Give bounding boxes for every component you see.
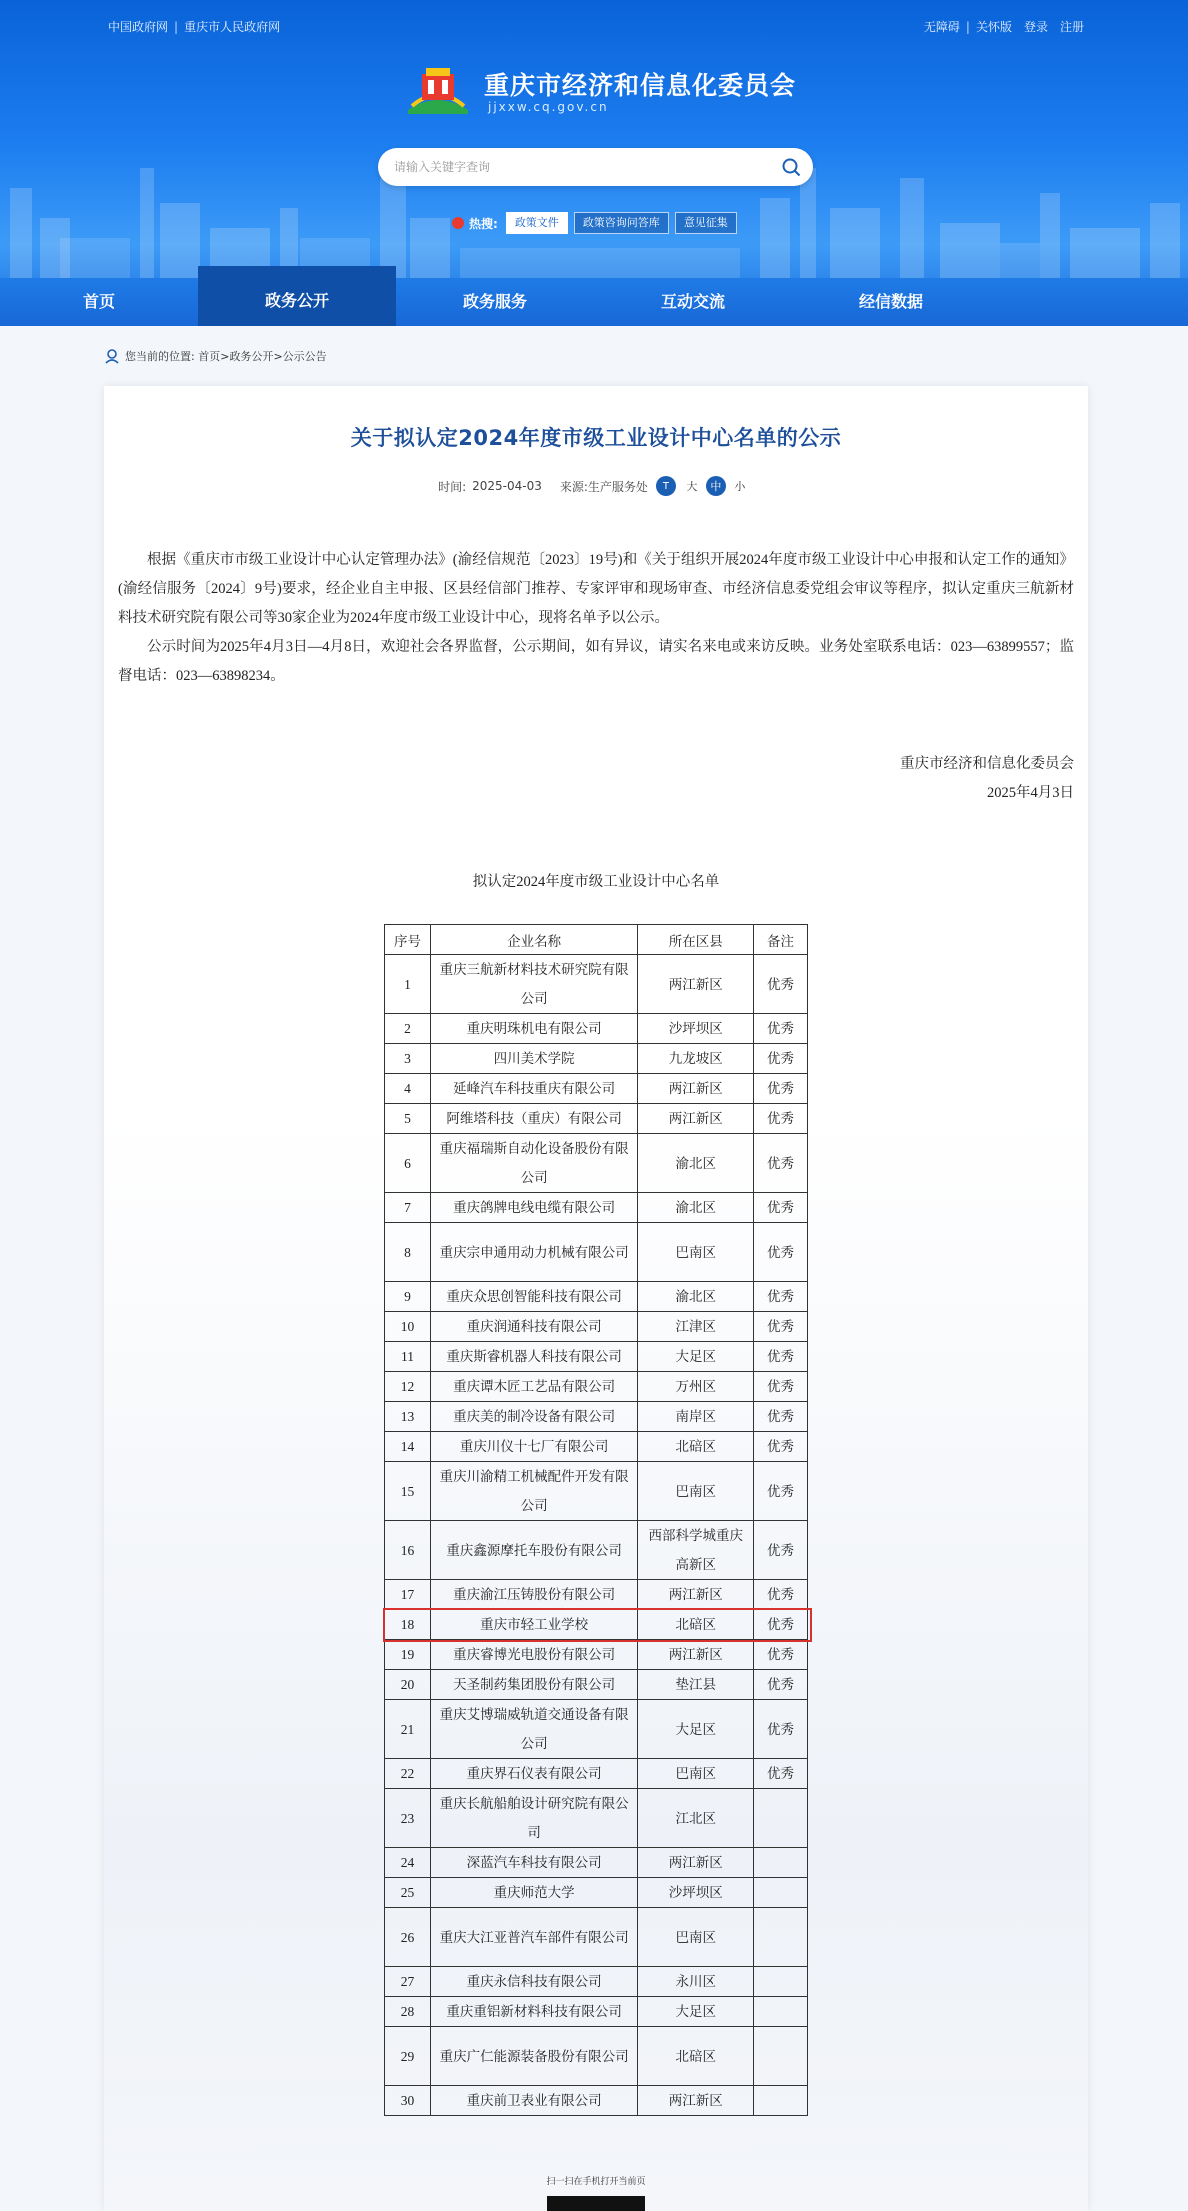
cell-remark: 优秀 — [754, 1640, 808, 1670]
table-row — [385, 2027, 808, 2086]
article-body — [118, 546, 1074, 691]
table-row — [385, 1759, 808, 1789]
cell-district: 巴南区 — [638, 1462, 754, 1521]
header-index: 序号 — [385, 925, 431, 955]
gov-cn-link[interactable]: 中国政府网 — [108, 20, 169, 34]
site-title: 重庆市经济和信息化委员会 — [484, 71, 797, 100]
cell-company: 重庆谭木匠工艺品有限公司 — [430, 1372, 637, 1402]
search-input[interactable] — [394, 157, 754, 177]
hot-search-row — [452, 211, 743, 235]
cell-company: 重庆长航船舶设计研究院有限公司 — [430, 1789, 637, 1848]
cell-district: 两江新区 — [638, 1848, 754, 1878]
cell-remark — [754, 1878, 808, 1908]
publish-date: 2025-04-03 — [472, 479, 542, 493]
signer: 重庆市经济和信息化委员会 — [900, 756, 1074, 772]
table-row — [385, 1402, 808, 1432]
nav-interaction[interactable]: 互动交流 — [660, 292, 725, 311]
cell-district: 渝北区 — [638, 1134, 754, 1193]
cell-index: 28 — [385, 1997, 431, 2027]
site-header — [0, 0, 1188, 326]
cell-index: 27 — [385, 1967, 431, 1997]
cell-company: 重庆市轻工业学校 — [430, 1610, 637, 1640]
table-row — [385, 1044, 808, 1074]
table-row — [385, 1580, 808, 1610]
cell-remark: 优秀 — [754, 1312, 808, 1342]
cell-index: 19 — [385, 1640, 431, 1670]
article-card — [104, 386, 1088, 2211]
cell-company: 重庆渝江压铸股份有限公司 — [430, 1580, 637, 1610]
signature-block — [900, 750, 1074, 808]
cell-company: 重庆大江亚普汽车部件有限公司 — [430, 1908, 637, 1967]
cell-company: 四川美术学院 — [430, 1044, 637, 1074]
cell-index: 3 — [385, 1044, 431, 1074]
cell-index: 22 — [385, 1759, 431, 1789]
cell-remark: 优秀 — [754, 1074, 808, 1104]
cell-index: 24 — [385, 1848, 431, 1878]
cell-district: 两江新区 — [638, 1074, 754, 1104]
register-link[interactable]: 注册 — [1059, 20, 1084, 34]
elder-mode-link[interactable]: 关怀版 — [975, 20, 1012, 34]
cell-index: 23 — [385, 1789, 431, 1848]
cell-remark: 优秀 — [754, 1432, 808, 1462]
table-body — [385, 955, 808, 2116]
cell-district: 沙坪坝区 — [638, 1878, 754, 1908]
hot-tag-policy-files[interactable]: 政策文件 — [506, 212, 568, 234]
cell-remark: 优秀 — [754, 1580, 808, 1610]
table-row — [385, 1134, 808, 1193]
cell-remark — [754, 1997, 808, 2027]
breadcrumb: 您当前的位置: 首页 > 政务公开 > 公示公告 — [104, 346, 327, 366]
cell-remark — [754, 2086, 808, 2116]
article-title: 关于拟认定2024年度市级工业设计中心名单的公示 — [350, 426, 842, 450]
cell-index: 15 — [385, 1462, 431, 1521]
cell-index: 7 — [385, 1193, 431, 1223]
cell-company: 重庆明珠机电有限公司 — [430, 1014, 637, 1044]
cell-district: 南岸区 — [638, 1402, 754, 1432]
cell-company: 重庆艾博瑞威轨道交通设备有限公司 — [430, 1700, 637, 1759]
cell-district: 垫江县 — [638, 1670, 754, 1700]
article-meta — [104, 476, 1088, 496]
cell-index: 26 — [385, 1908, 431, 1967]
cell-remark: 优秀 — [754, 1342, 808, 1372]
qr-code-image — [547, 2196, 645, 2211]
cell-company: 重庆师范大学 — [430, 1878, 637, 1908]
cell-district: 永川区 — [638, 1967, 754, 1997]
source-label: 来源: — [559, 479, 588, 494]
cell-index: 5 — [385, 1104, 431, 1134]
cq-gov-link[interactable]: 重庆市人民政府网 — [184, 20, 281, 34]
table-row — [385, 1700, 808, 1759]
table-row — [385, 1282, 808, 1312]
table-row — [385, 1967, 808, 1997]
cell-index: 13 — [385, 1402, 431, 1432]
top-links-left: 中国政府网 | 重庆市人民政府网 — [108, 20, 281, 34]
cell-remark: 优秀 — [754, 1104, 808, 1134]
cell-district: 两江新区 — [638, 2086, 754, 2116]
font-small-button[interactable]: 小 — [734, 480, 746, 493]
cell-company: 重庆斯睿机器人科技有限公司 — [430, 1342, 637, 1372]
location-icon — [104, 348, 120, 364]
cell-district: 巴南区 — [638, 1908, 754, 1967]
accessibility-link[interactable]: 无障碍 — [923, 20, 960, 34]
cell-company: 重庆睿博光电股份有限公司 — [430, 1640, 637, 1670]
font-medium-button[interactable]: 中 — [706, 476, 726, 496]
cell-remark: 优秀 — [754, 1193, 808, 1223]
cell-remark: 优秀 — [754, 1610, 808, 1640]
breadcrumb-home[interactable]: 首页 — [198, 350, 221, 363]
nav-gov-services[interactable]: 政务服务 — [462, 292, 527, 311]
table-row — [385, 1074, 808, 1104]
cell-company: 重庆前卫表业有限公司 — [430, 2086, 637, 2116]
font-size-icon: T — [656, 476, 676, 496]
cell-remark: 优秀 — [754, 1670, 808, 1700]
cell-company: 阿维塔科技（重庆）有限公司 — [430, 1104, 637, 1134]
cell-index: 14 — [385, 1432, 431, 1462]
cell-district: 西部科学城重庆高新区 — [638, 1521, 754, 1580]
cell-company: 重庆永信科技有限公司 — [430, 1967, 637, 1997]
body-paragraph: 根据《重庆市市级工业设计中心认定管理办法》(渝经信规范〔2023〕19号)和《关于组织开展2024年度市级工业设计中心申报和认定工作的通知》(渝经信服务〔2024〕9号)要求，经企业自主申报、区县经信部门推荐、专家评审和现场审查、市经济信息委党组会审议等程序，拟认定重庆三航新材料技术研究院有限公司等30家企业为2024年度市级工业设计中心，现将名单予以公示。 — [118, 552, 1074, 626]
table-row — [385, 1997, 808, 2027]
cell-index: 11 — [385, 1342, 431, 1372]
cell-remark: 优秀 — [754, 1759, 808, 1789]
cell-company: 重庆广仁能源装备股份有限公司 — [430, 2027, 637, 2086]
cell-index: 4 — [385, 1074, 431, 1104]
header-company: 企业名称 — [430, 925, 637, 955]
table-row — [385, 1432, 808, 1462]
cell-district: 两江新区 — [638, 955, 754, 1014]
emblem-logo-icon — [404, 60, 472, 116]
cell-index: 9 — [385, 1282, 431, 1312]
table-header-row — [385, 925, 808, 955]
table-row — [385, 1521, 808, 1580]
cell-remark: 优秀 — [754, 1044, 808, 1074]
table-row — [385, 1014, 808, 1044]
cell-district: 北碚区 — [638, 1432, 754, 1462]
cell-district: 两江新区 — [638, 1580, 754, 1610]
cell-remark — [754, 1789, 808, 1848]
header-district: 所在区县 — [638, 925, 754, 955]
cell-district: 江北区 — [638, 1789, 754, 1848]
sign-date: 2025年4月3日 — [987, 785, 1074, 801]
table-row — [385, 1104, 808, 1134]
cell-index: 20 — [385, 1670, 431, 1700]
hot-tag-policy-qa[interactable]: 政策咨询问答库 — [574, 212, 669, 234]
cell-remark: 优秀 — [754, 1223, 808, 1282]
cell-remark: 优秀 — [754, 1134, 808, 1193]
cell-district: 北碚区 — [638, 1610, 754, 1640]
hot-search-label: 热搜: — [452, 215, 498, 232]
cell-remark: 优秀 — [754, 955, 808, 1014]
nav-home[interactable]: 首页 — [82, 292, 115, 311]
table-row — [385, 1640, 808, 1670]
cell-index: 12 — [385, 1372, 431, 1402]
table-row — [385, 1372, 808, 1402]
cell-index: 1 — [385, 955, 431, 1014]
cell-district: 沙坪坝区 — [638, 1014, 754, 1044]
cell-district: 渝北区 — [638, 1282, 754, 1312]
cell-district: 大足区 — [638, 1342, 754, 1372]
top-links-right: 无障碍 | 关怀版 登录 注册 — [923, 20, 1084, 34]
body-paragraph: 公示时间为2025年4月3日—4月8日，欢迎社会各界监督，公示期间，如有异议，请实名来电或来访反映。业务处室联系电话：023—63899557；监督电话：023—63898234。 — [118, 639, 1074, 684]
cell-index: 8 — [385, 1223, 431, 1282]
cell-district: 巴南区 — [638, 1223, 754, 1282]
header-remark: 备注 — [754, 925, 808, 955]
cell-index: 30 — [385, 2086, 431, 2116]
breadcrumb-gov-open[interactable]: 政务公开 — [229, 350, 274, 363]
cell-company: 重庆润通科技有限公司 — [430, 1312, 637, 1342]
cell-district: 九龙坡区 — [638, 1044, 754, 1074]
cell-remark: 优秀 — [754, 1700, 808, 1759]
time-label: 时间: — [438, 479, 467, 494]
cell-index: 16 — [385, 1521, 431, 1580]
cell-index: 18 — [385, 1610, 431, 1640]
cell-remark: 优秀 — [754, 1282, 808, 1312]
site-logo[interactable] — [404, 60, 804, 120]
cell-index: 17 — [385, 1580, 431, 1610]
table-row — [385, 1462, 808, 1521]
table-row — [385, 1908, 808, 1967]
cell-company: 重庆重铝新材料科技有限公司 — [430, 1997, 637, 2027]
cell-company: 重庆宗申通用动力机械有限公司 — [430, 1223, 637, 1282]
cell-remark: 优秀 — [754, 1521, 808, 1580]
nav-gov-affairs-open[interactable]: 政务公开 — [198, 266, 396, 326]
cell-index: 6 — [385, 1134, 431, 1193]
table-row — [385, 1878, 808, 1908]
table-row — [385, 955, 808, 1014]
hot-flame-icon — [452, 217, 464, 229]
cell-index: 10 — [385, 1312, 431, 1342]
table-row — [385, 1193, 808, 1223]
cell-remark — [754, 1908, 808, 1967]
cell-index: 2 — [385, 1014, 431, 1044]
font-size-control — [656, 476, 754, 496]
cell-district: 北碚区 — [638, 2027, 754, 2086]
cell-remark — [754, 2027, 808, 2086]
cell-district: 万州区 — [638, 1372, 754, 1402]
qr-caption: 扫一扫在手机打开当前页 — [546, 2177, 646, 2187]
cell-company: 天圣制药集团股份有限公司 — [430, 1670, 637, 1700]
cell-company: 重庆川渝精工机械配件开发有限公司 — [430, 1462, 637, 1521]
login-link[interactable]: 登录 — [1023, 20, 1048, 34]
cell-remark — [754, 1967, 808, 1997]
list-title: 拟认定2024年度市级工业设计中心名单 — [472, 874, 720, 890]
cell-district: 大足区 — [638, 1700, 754, 1759]
cell-district: 巴南区 — [638, 1759, 754, 1789]
cell-company: 重庆众思创智能科技有限公司 — [430, 1282, 637, 1312]
source-value: 生产服务处 — [587, 479, 648, 494]
table-row — [385, 1789, 808, 1848]
table-row — [385, 2086, 808, 2116]
breadcrumb-prefix: 您当前的位置: — [125, 350, 195, 363]
table-row — [385, 1223, 808, 1282]
search-icon[interactable] — [781, 157, 801, 177]
cell-company: 深蓝汽车科技有限公司 — [430, 1848, 637, 1878]
cell-company: 重庆鸽牌电线电缆有限公司 — [430, 1193, 637, 1223]
cell-remark: 优秀 — [754, 1014, 808, 1044]
cell-index: 21 — [385, 1700, 431, 1759]
hot-tag-feedback[interactable]: 意见征集 — [675, 212, 737, 234]
font-large-button[interactable]: 大 — [686, 480, 698, 493]
cell-company: 重庆界石仪表有限公司 — [430, 1759, 637, 1789]
table-row — [385, 1610, 808, 1640]
cell-company: 重庆三航新材料技术研究院有限公司 — [430, 955, 637, 1014]
table-row — [385, 1848, 808, 1878]
cell-company: 重庆美的制冷设备有限公司 — [430, 1402, 637, 1432]
cell-remark: 优秀 — [754, 1402, 808, 1432]
cell-district: 大足区 — [638, 1997, 754, 2027]
cell-district: 两江新区 — [638, 1640, 754, 1670]
cell-company: 重庆鑫源摩托车股份有限公司 — [430, 1521, 637, 1580]
cell-company: 重庆福瑞斯自动化设备股份有限公司 — [430, 1134, 637, 1193]
main-nav — [0, 278, 1188, 326]
nav-econ-data[interactable]: 经信数据 — [858, 292, 923, 311]
site-domain: jjxxw.cq.gov.cn — [488, 100, 609, 114]
search-box — [378, 148, 813, 186]
cell-company: 重庆川仪十七厂有限公司 — [430, 1432, 637, 1462]
cell-district: 江津区 — [638, 1312, 754, 1342]
table-row — [385, 1342, 808, 1372]
cell-index: 25 — [385, 1878, 431, 1908]
table-row — [385, 1312, 808, 1342]
breadcrumb-notices[interactable]: 公示公告 — [282, 350, 327, 363]
table-row — [385, 1670, 808, 1700]
company-list-table — [384, 924, 808, 2116]
cell-index: 29 — [385, 2027, 431, 2086]
cell-district: 渝北区 — [638, 1193, 754, 1223]
cell-remark — [754, 1848, 808, 1878]
cell-remark: 优秀 — [754, 1462, 808, 1521]
cell-remark: 优秀 — [754, 1372, 808, 1402]
cell-district: 两江新区 — [638, 1104, 754, 1134]
cell-company: 延峰汽车科技重庆有限公司 — [430, 1074, 637, 1104]
